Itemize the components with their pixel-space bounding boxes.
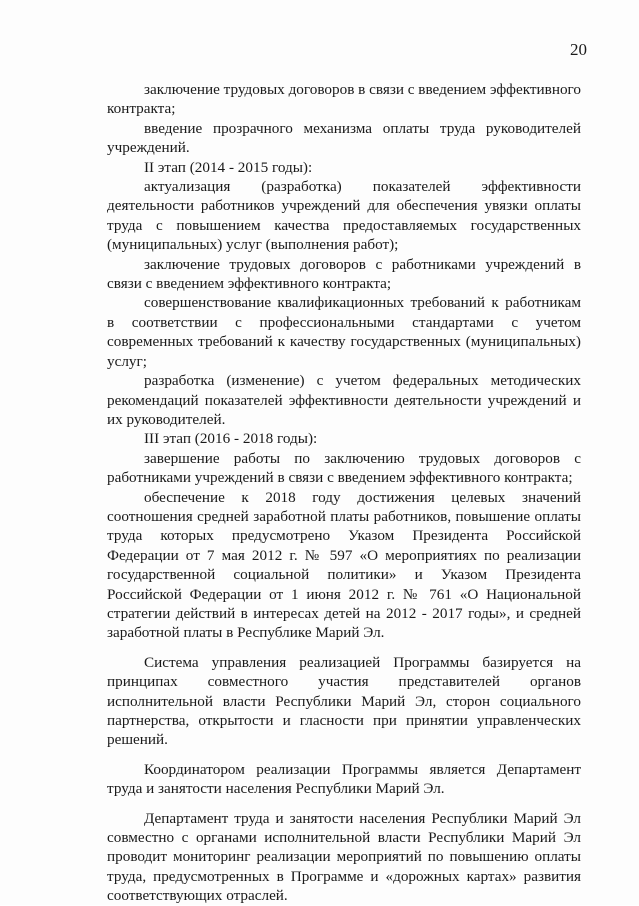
- paragraph: завершение работы по заключению трудовых договоров с работниками учреждений в связи с введением эффективного контракта;: [107, 449, 581, 487]
- paragraph: заключение трудовых договоров в связи с введением эффективного контракта;: [107, 81, 581, 118]
- paragraph: разработка (изменение) с учетом федеральных методических рекомендаций показателей эффективности деятельности учреждений и их руководителей.: [107, 372, 581, 428]
- paragraph: обеспечение к 2018 году достижения целевых значений соотношения средней заработной платы работников, повышение оплаты труда которых предусмотрено Указом Президента Российской Федерации от 7 мая 2012 г. № 597 «О мероприятиях по реализации государственной социальной политики» и Указом Президента Российской Федерации от 1 июня 2012 г. № 761 «О Национальной стратегии действий в интересах детей на 2012 - 2017 годы», и средней заработной платы в Республике Марий Эл.: [107, 488, 581, 642]
- paragraph: Координатором реализации Программы является Департамент труда и занятости населения Республики Марий Эл.: [107, 760, 581, 798]
- paragraph: совершенствование квалификационных требований к работникам в соответствии с профессиональными стандартами с учетом современных требований к качеству государственных (муниципальных) услуг;: [107, 294, 581, 370]
- page-number: 20: [570, 40, 587, 59]
- paragraph: введение прозрачного механизма оплаты труда руководителей учреждений.: [107, 119, 581, 157]
- stage-heading: III этап (2016 - 2018 годы):: [144, 430, 318, 448]
- paragraph: Система управления реализацией Программы базируется на принципах совместного участия представителей органов исполнительной власти Республики Марий Эл, сторон социального партнерства, открытости и гласности при принятии управленческих решений.: [107, 653, 581, 749]
- paragraph: заключение трудовых договоров с работниками учреждений в связи с введением эффективного контракта;: [107, 255, 581, 293]
- paragraph: Департамент труда и занятости населения Республики Марий Эл совместно с органами исполнительной власти Республики Марий Эл проводит мониторинг реализации мероприятий по повышению оплаты труда, предусмотренных в Программе и «дорожных картах» развития соответствующих отраслей.: [107, 809, 581, 905]
- document-body: [107, 80, 581, 906]
- paragraph: актуализация (разработка) показателей эффективности деятельности работников учреждений для обеспечения увязки оплаты труда с повышением качества предоставляемых государственных (муниципальных) услуг (выполнения работ);: [107, 178, 581, 254]
- stage-heading: II этап (2014 - 2015 годы):: [144, 158, 313, 176]
